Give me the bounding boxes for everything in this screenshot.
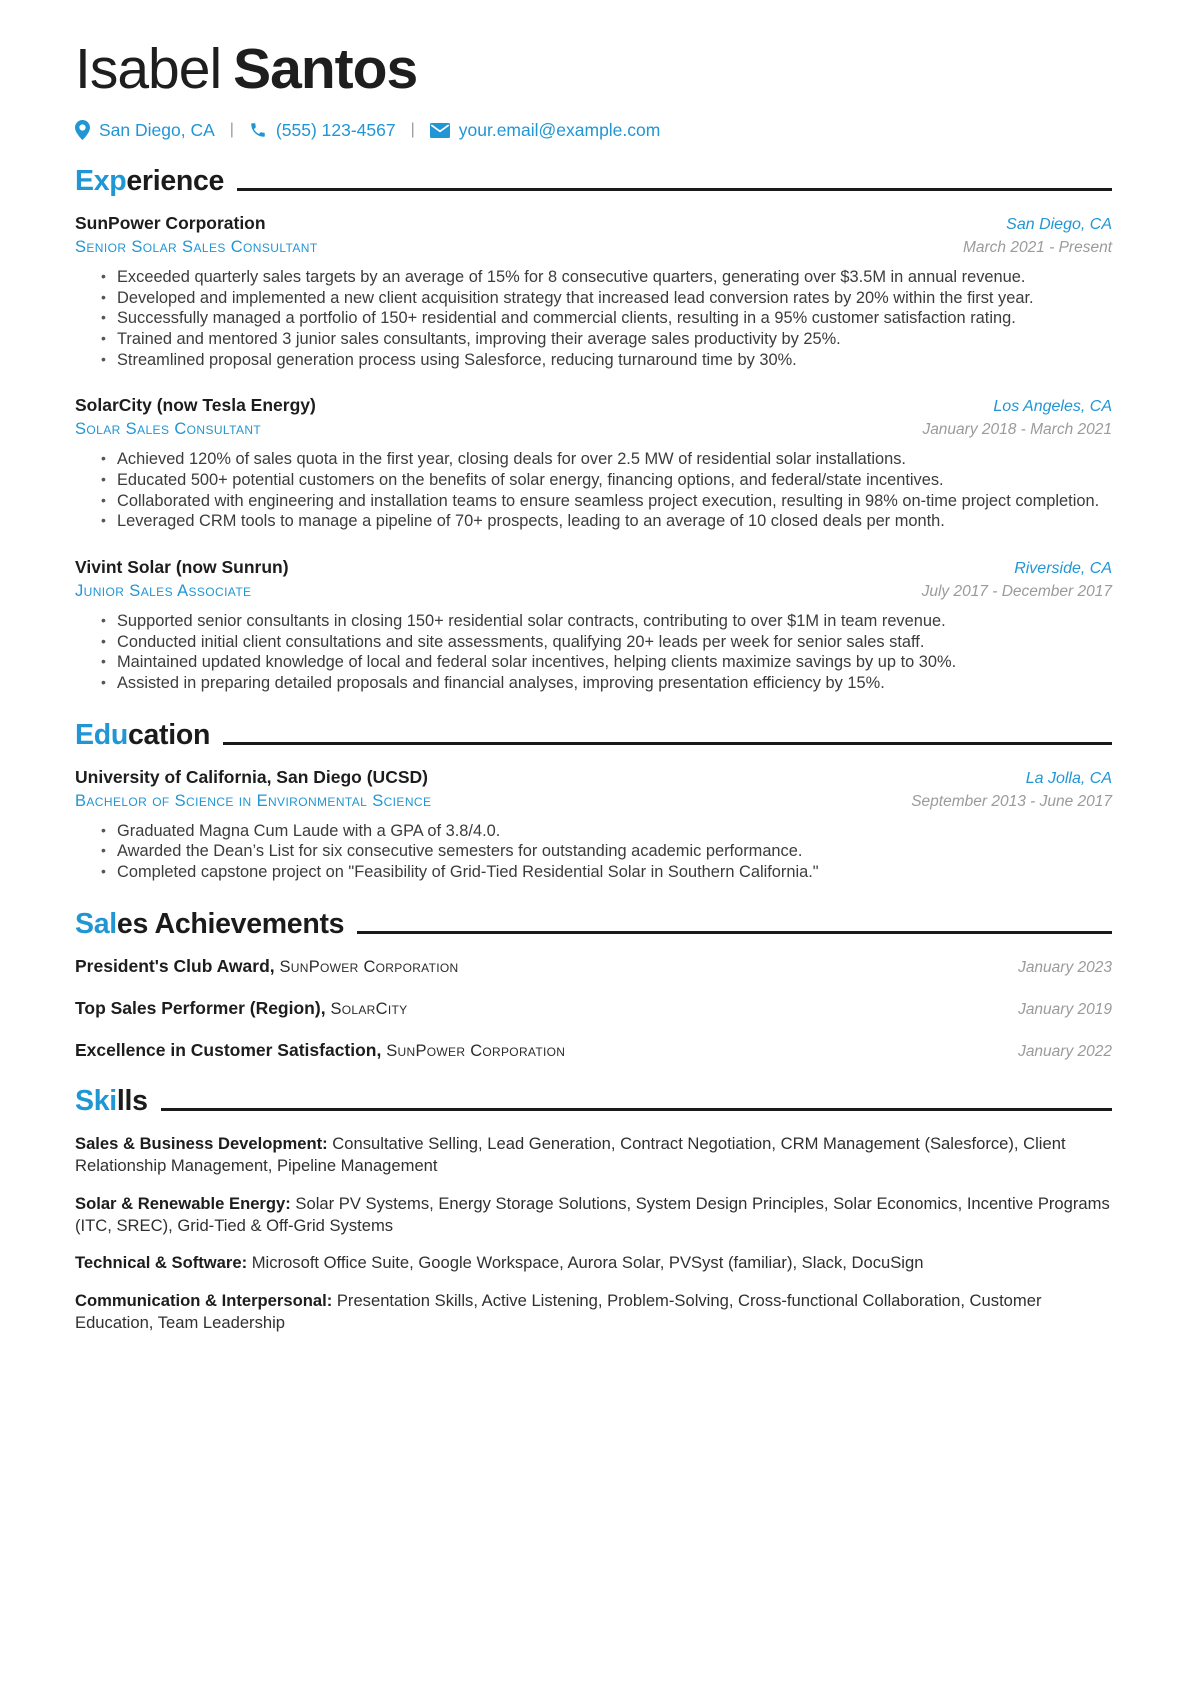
bullet-item: • Achieved 120% of sales quota in the first year, closing deals for over 2.5 MW of residential solar installations. <box>100 450 1112 470</box>
job-dates: March 2021 - Present <box>962 238 1112 256</box>
bullet-item: • Collaborated with engineering and installation teams to ensure seamless project execution, resulting in 98% on-time project completion. <box>100 492 1112 512</box>
achievement-name: Excellence in Customer Satisfaction <box>75 1039 377 1060</box>
contact-location[interactable] <box>75 120 215 141</box>
achievement-comma: , <box>376 1039 387 1060</box>
job-title: Senior Solar Sales Consultant <box>75 237 318 256</box>
bullet-item: • Trained and mentored 3 junior sales consultants, improving their average sales productivity by 25%. <box>100 330 1112 350</box>
envelope-icon <box>430 123 450 138</box>
job-location: Riverside, CA <box>1014 560 1112 578</box>
achievement-org: SolarCity <box>330 999 408 1018</box>
skill-category-text: Microsoft Office Suite, Google Workspace, Aurora Solar, PVSyst (familiar), Slack, DocuSign <box>247 1253 924 1273</box>
skill-category-label: Solar & Renewable Energy: <box>75 1193 291 1213</box>
skill-category-label: Technical & Software: <box>75 1253 248 1273</box>
section-education <box>75 719 1112 883</box>
experience-title <box>75 165 1112 198</box>
job-header-row <box>75 213 1112 234</box>
achievement-date: January 2023 <box>1018 958 1112 976</box>
skill-category-text: Presentation Skills, Active Listening, Problem-Solving, Cross-functional Collaboration, Customer Education, Team Leadership <box>75 1291 1042 1333</box>
bullet-item: • Streamlined proposal generation process using Salesforce, reducing turnaround time by 30%. <box>100 351 1112 371</box>
education-title-accent: Edu <box>75 718 128 751</box>
skill-category <box>75 1133 1112 1177</box>
achievements-title-rest: es Achievements <box>116 907 345 940</box>
school-entry <box>75 767 1112 883</box>
contact-phone[interactable] <box>249 120 396 141</box>
bullet-item: • Developed and implemented a new client acquisition strategy that increased lead conversion rates by 20% within the first year. <box>100 289 1112 309</box>
job-subheader-row <box>75 234 1112 257</box>
degree-name: Bachelor of Science in Environmental Science <box>75 791 432 810</box>
bullet-item: • Completed capstone project on "Feasibility of Grid-Tied Residential Solar in Southern California." <box>100 863 1112 883</box>
achievement-row <box>75 998 1112 1019</box>
contact-separator: | <box>410 121 415 139</box>
achievement-name: President's Club Award <box>75 955 270 976</box>
school-dates: September 2013 - June 2017 <box>911 792 1112 810</box>
achievement-text <box>75 1040 565 1061</box>
job-subheader-row <box>75 578 1112 601</box>
school-subheader-row <box>75 788 1112 811</box>
job-entry <box>75 557 1112 694</box>
achievement-row <box>75 1040 1112 1061</box>
school-location: La Jolla, CA <box>1025 769 1112 787</box>
section-achievements <box>75 908 1112 1061</box>
company-name: SolarCity (now Tesla Energy) <box>75 395 316 416</box>
achievement-org: SunPower Corporation <box>386 1041 566 1060</box>
education-title-rest: cation <box>127 718 211 751</box>
achievement-comma: , <box>320 997 331 1018</box>
job-dates: January 2018 - March 2021 <box>922 421 1112 439</box>
company-name: Vivint Solar (now Sunrun) <box>75 557 289 578</box>
job-entry <box>75 213 1112 370</box>
skill-category-text: Solar PV Systems, Energy Storage Solutions, System Design Principles, Solar Economics, Incentive Programs (ITC, SREC), Grid-Tied & Off-Grid Systems <box>75 1193 1110 1235</box>
bullet-item: • Conducted initial client consultations and site assessments, qualifying 20+ leads per week for senior sales staff. <box>100 633 1112 653</box>
achievement-date: January 2022 <box>1018 1042 1112 1060</box>
email-text: your.email@example.com <box>458 119 661 140</box>
skills-title-rest: lls <box>116 1084 148 1117</box>
experience-title-accent: Exp <box>75 164 127 197</box>
achievement-text <box>75 998 407 1019</box>
skill-category-label: Communication & Interpersonal: <box>75 1291 333 1311</box>
section-experience <box>75 165 1112 694</box>
person-name <box>75 37 1112 101</box>
education-title <box>75 719 1112 752</box>
skills-title-accent: Ski <box>75 1084 117 1117</box>
location-text: San Diego, CA <box>99 119 215 140</box>
section-rule <box>223 742 1112 745</box>
achievements-title <box>75 908 1112 941</box>
contact-email[interactable] <box>430 120 661 141</box>
job-location: San Diego, CA <box>1006 215 1112 233</box>
achievement-text <box>75 956 458 977</box>
skills-title <box>75 1085 1112 1118</box>
achievement-comma: , <box>269 955 280 976</box>
section-skills <box>75 1085 1112 1334</box>
achievements-title-accent: Sal <box>75 907 117 940</box>
bullet-item: • Exceeded quarterly sales targets by an average of 15% for 8 consecutive quarters, generating over $3.5M in annual revenue. <box>100 268 1112 288</box>
job-dates: July 2017 - December 2017 <box>921 583 1112 601</box>
job-title: Junior Sales Associate <box>75 582 252 601</box>
job-title: Solar Sales Consultant <box>75 420 262 439</box>
contact-separator: | <box>229 121 234 139</box>
first-name: Isabel <box>75 37 222 101</box>
bullet-item: • Supported senior consultants in closing 150+ residential solar contracts, contributing to over $1M in team revenue. <box>100 612 1112 632</box>
phone-icon <box>249 121 267 139</box>
job-bullets <box>100 268 1112 370</box>
section-rule <box>237 188 1112 191</box>
location-pin-icon <box>75 120 90 140</box>
bullet-item: • Maintained updated knowledge of local and federal solar incentives, helping clients maximize savings by up to 30%. <box>100 653 1112 673</box>
job-entry <box>75 395 1112 532</box>
job-bullets <box>100 612 1112 694</box>
bullet-item: • Successfully managed a portfolio of 150+ residential and commercial clients, resulting in a 95% customer satisfaction rating. <box>100 309 1112 329</box>
school-bullets <box>100 822 1112 883</box>
skill-category <box>75 1252 1112 1274</box>
phone-text: (555) 123-4567 <box>275 119 396 140</box>
achievement-name: Top Sales Performer (Region) <box>75 997 321 1018</box>
company-name: SunPower Corporation <box>75 212 266 233</box>
institution-name: University of California, San Diego (UCSD) <box>75 766 428 787</box>
last-name: Santos <box>233 37 418 101</box>
bullet-item: • Graduated Magna Cum Laude with a GPA of 3.8/4.0. <box>100 822 1112 842</box>
achievement-date: January 2019 <box>1018 1000 1112 1018</box>
skill-category-text: Consultative Selling, Lead Generation, Contract Negotiation, CRM Management (Salesforce), Client Relationship Management, Pipeline Management <box>75 1133 1066 1175</box>
skill-category-label: Sales & Business Development: <box>75 1133 328 1153</box>
bullet-item: • Awarded the Dean’s List for six consecutive semesters for outstanding academic performance. <box>100 842 1112 862</box>
job-bullets <box>100 450 1112 532</box>
section-rule <box>161 1108 1112 1111</box>
bullet-item: • Assisted in preparing detailed proposals and financial analyses, improving presentation efficiency by 15%. <box>100 674 1112 694</box>
bullet-item: • Educated 500+ potential customers on the benefits of solar energy, financing options, and federal/state incentives. <box>100 471 1112 491</box>
experience-title-rest: erience <box>126 164 225 197</box>
skill-category <box>75 1290 1112 1334</box>
job-subheader-row <box>75 416 1112 439</box>
section-rule <box>357 931 1112 934</box>
job-header-row <box>75 557 1112 578</box>
job-header-row <box>75 395 1112 416</box>
bullet-item: • Leveraged CRM tools to manage a pipeline of 70+ prospects, leading to an average of 10 closed deals per month. <box>100 512 1112 532</box>
contact-bar <box>75 120 1112 141</box>
school-header-row <box>75 767 1112 788</box>
achievement-org: SunPower Corporation <box>279 957 459 976</box>
skill-category <box>75 1193 1112 1237</box>
job-location: Los Angeles, CA <box>993 398 1112 416</box>
achievement-row <box>75 956 1112 977</box>
